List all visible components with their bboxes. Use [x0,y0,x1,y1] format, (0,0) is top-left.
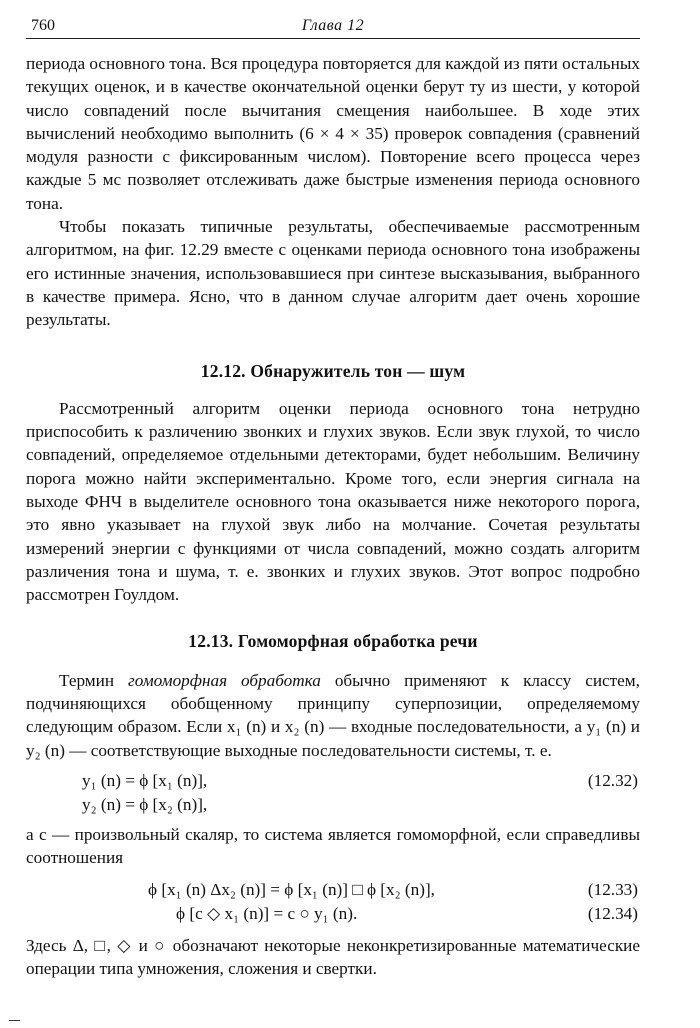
paragraph-voicing-detector: Рассмотренный алгоритм оценки периода основного тона нетрудно приспособить к различению звонких и глухих звуков. Если звук глухой, то число совпадений, определяемое отдельными детекторами, будет небольшим. Величину порога можно найти экспериментально. Кроме того, если энергия сигнала на выходе ФНЧ в выделителе основного тона оказывается ниже некоторого порога, это явно указывает на глухой звук либо на молчание. Сочетая результаты измерений энергии с функциями от числа совпадений, можно создать алгоритм различения тона и шума, т. е. звонких и глухих звуков. Этот вопрос подробно рассмотрен Гоулдом. [26,398,640,605]
page-edge-mark [9,1020,20,1021]
page-body [26,52,640,980]
equations-12-33-12-34 [26,878,640,926]
equation-number: (12.34) [587,903,638,923]
section-heading-12-12: 12.12. Обнаружитель тон — шум [200,360,466,381]
paragraph-homomorphic-intro [26,669,640,762]
equation-number: (12.32) [587,771,638,791]
equation-line [26,769,640,793]
chapter-title: Глава 12 [301,17,365,34]
running-header [26,14,640,39]
equation-y1: y₁ (n) = ϕ [x₁ (n)], [82,771,208,791]
equation-12-34-expression: ϕ [c ◇ x₁ (n)] = c ○ y₁ (n). [176,903,358,923]
book-page [26,14,640,980]
equation-number: (12.33) [587,879,638,899]
paragraph-operations-note: Здесь Δ, □, ◇ и ○ обозначают некоторые неконкретизированные математические операции типа умножения, сложения и свертки. [26,935,640,978]
paragraph-homomorphic-condition: а c — произвольный скаляр, то система является гомоморфной, если справедливы соотношения [26,825,640,868]
intro-rest: обычно применяют к классу систем, подчиняющихся обобщенному принципу суперпозиции, определяемому следующим образом. Если x₁ (n) и x₂ (n) — входные последовательности, а y₁ (n) и y₂ (n) — соответствующие выходные последовательности системы, т. е. [26,670,640,760]
page-number: 760 [31,17,55,34]
equation-12-32 [26,769,640,817]
equation-line [26,793,640,817]
equation-12-33 [26,878,640,902]
equation-y2: y₂ (n) = ϕ [x₂ (n)], [82,795,208,815]
intro-lead: Термин [59,670,129,690]
equation-12-34 [26,902,640,926]
term-homomorphic-processing: гомоморфная обработка [128,670,321,690]
section-heading-12-13: 12.13. Гомоморфная обработка речи [188,630,478,651]
paragraph-continuation: периода основного тона. Вся процедура повторяется для каждой из пяти остальных текущих оценок, и в качестве окончательной оценки берут ту из шести, у которой число совпадений после вычитания смещения наибольшее. В ходе этих вычислений необходимо выполнить (6 × 4 × 35) проверок совпадения (сравнений модуля разности с фиксированным числом). Повторение всего процесса через каждые 5 мс позволяет отслеживать даже быстрые изменения периода основного тона. [26,54,640,213]
paragraph-results: Чтобы показать типичные результаты, обеспечиваемые рассмотренным алгоритмом, на фиг. 12.29 вместе с оценками периода основного тона изображены его истинные значения, использовавшиеся при синтезе высказывания, выбранного в качестве примера. Ясно, что в данном случае алгоритм дает очень хорошие результаты. [26,217,640,330]
equation-12-33-expression: ϕ [x₁ (n) Δx₂ (n)] = ϕ [x₁ (n)] □ ϕ [x₂ (n)], [148,879,435,899]
